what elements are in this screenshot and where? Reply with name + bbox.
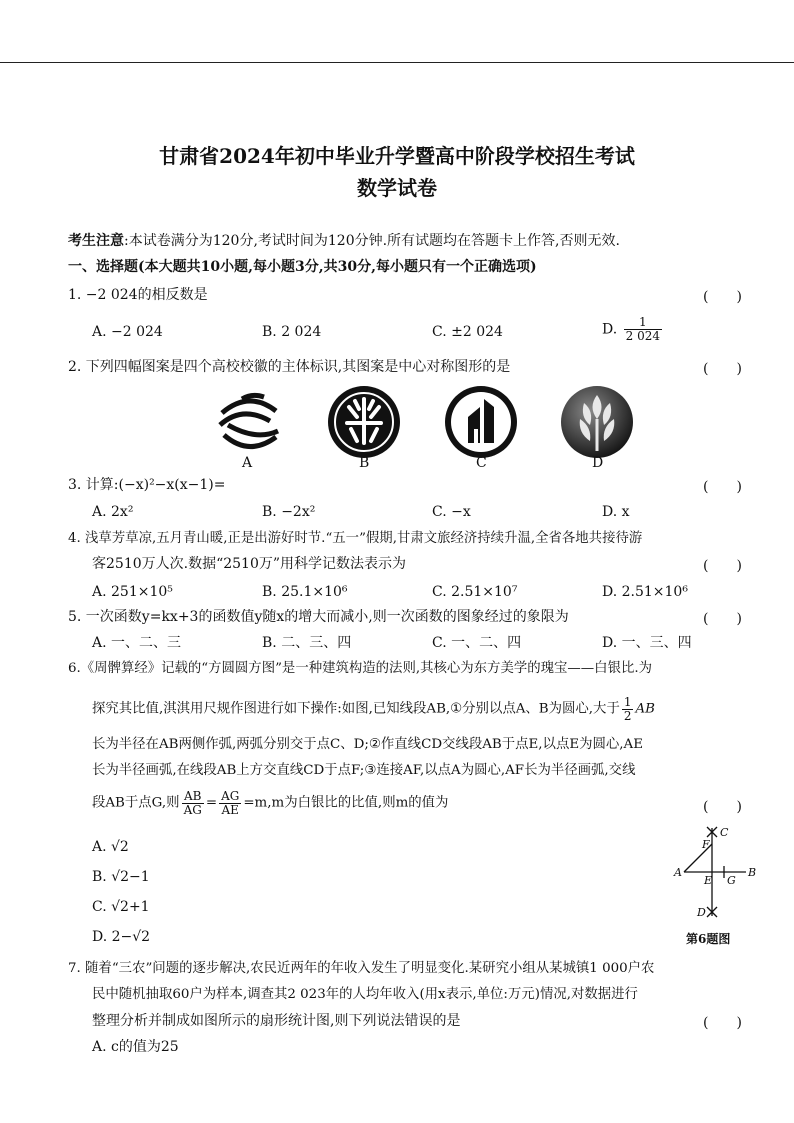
q1-d-label: D.	[602, 321, 618, 338]
q6-f2-den: AE	[221, 803, 239, 817]
q3-option-b: B. −2x²	[262, 504, 316, 520]
q5-answer-paren: ( )	[703, 611, 742, 627]
q4-line1: 4. 浅草芳草凉,五月青山暖,正是出游好时节.“五一”假期,甘肃文旅经济持续升温,全省各地共接待游	[68, 531, 643, 546]
exam-title: 甘肃省2024年初中毕业升学暨高中阶段学校招生考试	[159, 144, 635, 168]
q1-d-num: 1	[624, 316, 662, 330]
q2-stem: 2. 下列四幅图案是四个高校校徽的主体标识,其图案是中心对称图形的是	[68, 359, 511, 375]
q6-line2-text: 探究其比值,淇淇用尺规作图进行如下操作:如图,已知线段AB,①分别以点A、B为圆心,大于	[92, 701, 620, 717]
q6-line2	[92, 696, 655, 723]
q6-half-fraction	[622, 696, 634, 723]
q5-option-a: A. 一、二、三	[92, 635, 182, 651]
q5-option-b: B. 二、三、四	[262, 635, 352, 651]
q4-option-b: B. 25.1×10⁶	[262, 584, 348, 600]
fig-label-b: B	[748, 866, 757, 879]
q3-option-a: A. 2x²	[92, 504, 134, 520]
notice-text: :本试卷满分为120分,考试时间为120分钟.所有试题均在答题卡上作答,否则无效.	[124, 233, 620, 249]
fig-label-d: D	[697, 906, 706, 919]
q5-option-d: D. 一、三、四	[602, 635, 692, 651]
q1-option-d	[602, 316, 664, 343]
q4-answer-paren: ( )	[703, 558, 742, 574]
q6-line4: 长为半径画弧,在线段AB上方交直线CD于点F;③连接AF,以点A为圆心,AF长为半径画弧,交线	[92, 763, 636, 778]
q6-answer-paren: ( )	[703, 799, 742, 815]
q6-figure-caption: 第6题图	[686, 932, 731, 946]
q5-stem: 5. 一次函数y=kx+3的函数值y随x的增大而减小,则一次函数的图象经过的象限为	[68, 609, 569, 625]
q6-option-c: C. √2+1	[92, 899, 150, 915]
exam-subtitle: 数学试卷	[357, 176, 437, 200]
q6-fraction-ab-ag	[182, 790, 204, 817]
q3-answer-paren: ( )	[703, 479, 742, 495]
q3-option-d: D. x	[602, 504, 630, 520]
q6-f1-num: AB	[182, 790, 204, 804]
q6-line5-tail: =m,m为白银比的比值,则m的值为	[243, 795, 449, 811]
logo-d-wheat	[560, 385, 634, 459]
section-heading: 一、选择题(本大题共10小题,每小题3分,共30分,每小题只有一个正确选项)	[68, 259, 537, 275]
q6-line5	[92, 790, 448, 817]
q6-half-den: 2	[623, 709, 632, 723]
q1-answer-paren: ( )	[703, 289, 742, 305]
logo-label-b: B	[359, 455, 370, 471]
q1-d-den: 2 024	[625, 329, 660, 343]
fig-label-c: C	[720, 826, 729, 839]
q1-option-a: A. −2 024	[92, 324, 163, 340]
q7-line1: 7. 随着“三农”问题的逐步解决,农民近两年的年收入发生了明显变化.某研究小组从某城镇1 000户农	[68, 961, 655, 976]
q1-stem: 1. −2 024的相反数是	[68, 287, 208, 303]
logo-label-d: D	[592, 455, 604, 471]
q7-line2: 民中随机抽取60户为样本,调查其2 023年的人均年收入(用x表示,单位:万元)情况,对数据进行	[92, 987, 638, 1002]
q6-equals: =	[205, 795, 218, 811]
fig-label-g: G	[727, 874, 736, 887]
q6-option-a: A. √2	[92, 839, 129, 855]
notice-label: 考生注意	[68, 233, 124, 249]
q1-option-b: B. 2 024	[262, 324, 322, 340]
top-rule	[0, 62, 794, 63]
logo-c-building	[444, 385, 518, 459]
q4-option-d: D. 2.51×10⁶	[602, 584, 688, 600]
q6-line1: 6.《周髀算经》记载的“方圆圆方图”是一种建筑构造的法则,其核心为东方美学的瑰宝——白银比.为	[68, 661, 652, 676]
q6-f2-num: AG	[221, 789, 240, 803]
q6-line2-ab: AB	[635, 701, 655, 717]
q3-option-c: C. −x	[432, 504, 471, 520]
q7-option-a: A. c的值为25	[92, 1039, 179, 1055]
logo-b-seal	[327, 385, 401, 459]
q4-line2: 客2510万人次.数据“2510万”用科学记数法表示为	[92, 556, 407, 572]
fig-label-f: F	[702, 838, 710, 851]
fig-label-e: E	[704, 874, 713, 887]
q3-stem: 3. 计算:(−x)²−x(x−1)=	[68, 477, 226, 493]
notice	[68, 232, 620, 250]
q2-answer-paren: ( )	[703, 361, 742, 377]
q1-option-c: C. ±2 024	[432, 324, 503, 340]
q4-option-c: C. 2.51×10⁷	[432, 584, 518, 600]
q4-option-a: A. 251×10⁵	[92, 584, 173, 600]
q1-d-fraction	[624, 316, 662, 343]
logo-label-c: C	[476, 455, 487, 471]
q6-line5-text: 段AB于点G,则	[92, 795, 180, 811]
q6-line3: 长为半径在AB两侧作弧,两弧分别交于点C、D;②作直线CD交线段AB于点E,以点E为圆心,AE	[92, 737, 643, 752]
q6-option-b: B. √2−1	[92, 869, 150, 885]
q7-line3: 整理分析并制成如图所示的扇形统计图,则下列说法错误的是	[92, 1013, 461, 1029]
q6-option-d: D. 2−√2	[92, 929, 151, 945]
q6-construction-figure	[672, 822, 762, 922]
q5-option-c: C. 一、二、四	[432, 635, 522, 651]
q6-fraction-ag-ae	[219, 790, 241, 817]
q6-f1-den: AG	[183, 803, 202, 817]
q7-answer-paren: ( )	[703, 1015, 742, 1031]
fig-label-a: A	[674, 866, 682, 879]
logo-label-a: A	[242, 455, 253, 471]
q6-half-num: 1	[623, 695, 632, 709]
logo-a-swirl	[212, 385, 286, 459]
